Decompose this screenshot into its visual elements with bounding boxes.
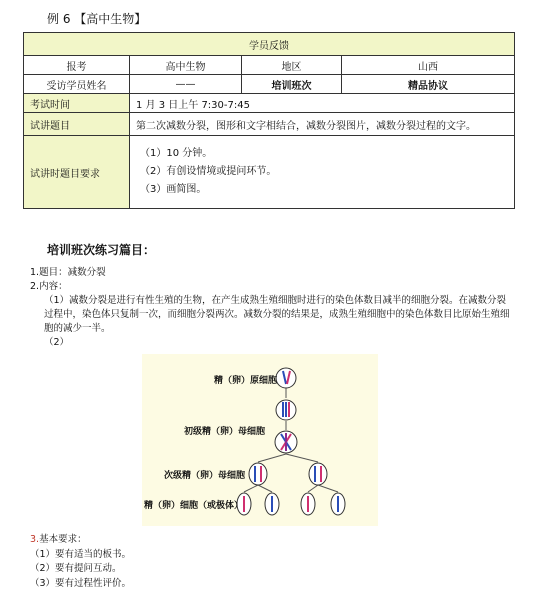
section-title: 培训班次练习篇目： (47, 243, 156, 257)
cell-final-4 (331, 493, 345, 515)
example-title: 例 6 【高中生物】 (47, 12, 147, 26)
requirement-item: （1）10 分钟。 (140, 148, 213, 159)
cell-topic: 第二次减数分裂，图形和文字相结合，减数分裂图片，减数分裂过程的文字。 (130, 113, 515, 136)
requirement-item: （3）画简图。 (140, 184, 207, 195)
cell-final-2 (265, 493, 279, 515)
cell-exam-time-label: 考试时间 (24, 94, 130, 113)
cell-topic-label: 试讲题目 (24, 113, 130, 136)
cell-exam-label: 报考 (24, 56, 130, 75)
exercise-content (30, 266, 512, 350)
basic-requirements-title (30, 533, 330, 548)
cell-class-label: 培训班次 (242, 75, 342, 94)
table-header: 学员反馈 (24, 33, 515, 56)
table-header-row (24, 33, 515, 56)
label-secondary: 次级精（卵）母细胞 (164, 471, 246, 481)
label-primary: 初级精（卵）母细胞 (184, 427, 266, 437)
table-row (24, 94, 515, 113)
cell-name-label: 受访学员姓名 (24, 75, 130, 94)
cell-exam-time: 1 月 3 日上午 7:30-7:45 (130, 94, 515, 113)
cell-secondary-1 (249, 463, 267, 485)
cell-requirements (130, 136, 515, 209)
requirement-item: （2）有创设情境或提问环节。 (140, 166, 277, 177)
cell-requirements-label: 试讲时题目要求 (24, 136, 130, 209)
label-spermatogonium: 精（卵）原细胞 (214, 376, 278, 386)
cell-region: 山西 (342, 56, 515, 75)
table-row (24, 113, 515, 136)
paragraph-1: （1）减数分裂是进行有性生殖的生物，在产生成熟生殖细胞时进行的染色体数目减半的细胞分裂。在减数分裂过程中，染色体只复制一次，而细胞分裂两次。减数分裂的结果是，成熟生殖细胞中的染色体数目比原始生殖细胞的减少一半。 (44, 295, 510, 334)
table-row (24, 56, 515, 75)
label-final: 精（卵）细胞（或极体） (144, 501, 244, 511)
cell-region-label: 地区 (242, 56, 342, 75)
cell-secondary-2 (309, 463, 327, 485)
cell-primary-1 (276, 400, 296, 420)
basic-item: （1）要有适当的板书。 (30, 548, 132, 560)
paragraph-2: （2） (44, 337, 70, 348)
basic-item: （2）要有提问互动。 (30, 563, 122, 574)
item-topic: 1.题目：减数分裂 (30, 267, 106, 278)
table-row (24, 136, 515, 209)
cell-class: 精品协议 (342, 75, 515, 94)
cell-primary-2 (275, 431, 297, 453)
table-row (24, 75, 515, 94)
feedback-table (23, 32, 515, 209)
cell-spermatogonium (276, 368, 296, 388)
cell-name: —— (130, 75, 242, 94)
cell-final-3 (301, 493, 315, 515)
cell-subject: 高中生物 (130, 56, 242, 75)
meiosis-diagram (142, 354, 378, 526)
basic-title: 基本要求： (39, 534, 87, 545)
basic-requirements (30, 533, 330, 591)
item-content: 2.内容： (30, 281, 68, 292)
basic-number: 3. (30, 534, 40, 545)
basic-item: （3）要有过程性评价。 (30, 577, 132, 589)
